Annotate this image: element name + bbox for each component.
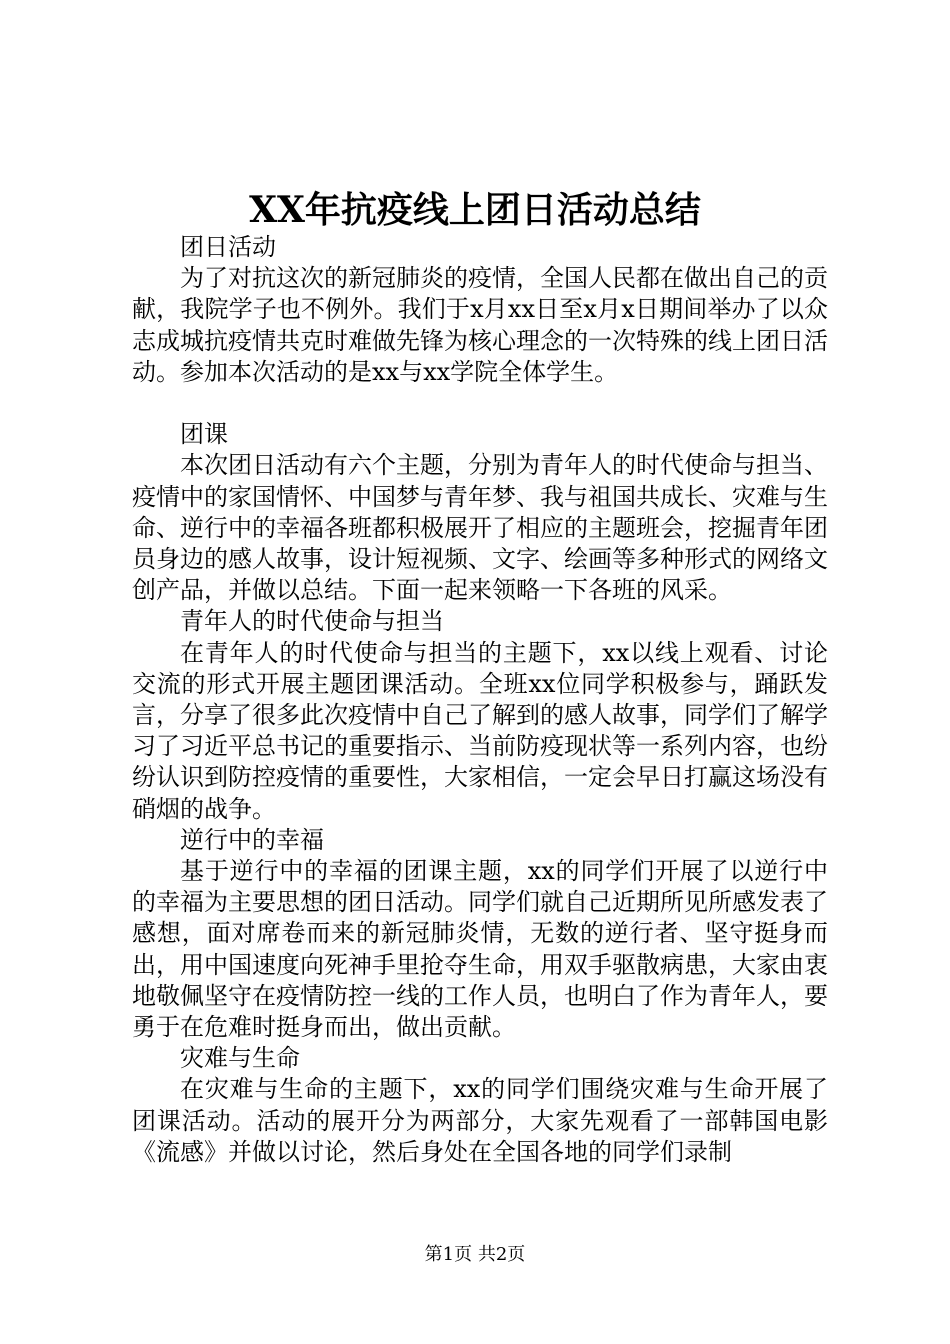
document-body bbox=[132, 232, 828, 1168]
paragraph-intro: 为了对抗这次的新冠肺炎的疫情，全国人民都在做出自己的贡献，我院学子也不例外。我们于x月xx日至x月x日期间举办了以众志成城抗疫情共克时难做先锋为核心理念的一次特殊的线上团日活动。参加本次活动的是xx与xx学院全体学生。 bbox=[132, 264, 828, 386]
page-footer: 第1页 共2页 bbox=[424, 1244, 526, 1265]
blank-line bbox=[132, 388, 828, 419]
section-heading-disaster-and-life: 灾难与生命 bbox=[180, 1044, 300, 1073]
paragraph-youth-mission: 在青年人的时代使命与担当的主题下，xx以线上观看、讨论交流的形式开展主题团课活动。全班xx位同学积极参与，踊跃发言，分享了很多此次疫情中自己了解到的感人故事，同学们了解学习了习近平总书记的重要指示、当前防疫现状等一系列内容，也纷纷认识到防控疫情的重要性，大家相信，一定会早日打赢这场没有硝烟的战争。 bbox=[132, 638, 828, 823]
document-title: XX年抗疫线上团日活动总结 bbox=[249, 189, 701, 231]
paragraph-disaster-and-life: 在灾难与生命的主题下，xx的同学们围绕灾难与生命开展了团课活动。活动的展开分为两部分，大家先观看了一部韩国电影《流感》并做以讨论，然后身处在全国各地的同学们录制 bbox=[132, 1075, 828, 1166]
section-heading-team-class: 团课 bbox=[180, 420, 228, 449]
paragraph-happiness-in-retrograde: 基于逆行中的幸福的团课主题，xx的同学们开展了以逆行中的幸福为主要思想的团日活动。同学们就自己近期所见所感发表了感想，面对席卷而来的新冠肺炎情，无数的逆行者、坚守挺身而出，用中国速度向死神手里抢夺生命，用双手驱散病患，大家由衷地敬佩坚守在疫情防控一线的工作人员，也明白了作为青年人，要勇于在危难时挺身而出，做出贡献。 bbox=[132, 857, 828, 1042]
paragraph-team-class: 本次团日活动有六个主题，分别为青年人的时代使命与担当、疫情中的家国情怀、中国梦与青年梦、我与祖国共成长、灾难与生命、逆行中的幸福各班都积极展开了相应的主题班会，挖掘青年团员身边的感人故事，设计短视频、文字、绘画等多种形式的网络文创产品，并做以总结。下面一起来领略一下各班的风采。 bbox=[132, 451, 828, 605]
section-heading-youth-mission: 青年人的时代使命与担当 bbox=[180, 607, 444, 636]
section-heading-team-day: 团日活动 bbox=[180, 233, 276, 261]
section-heading-happiness-in-retrograde: 逆行中的幸福 bbox=[180, 825, 324, 854]
